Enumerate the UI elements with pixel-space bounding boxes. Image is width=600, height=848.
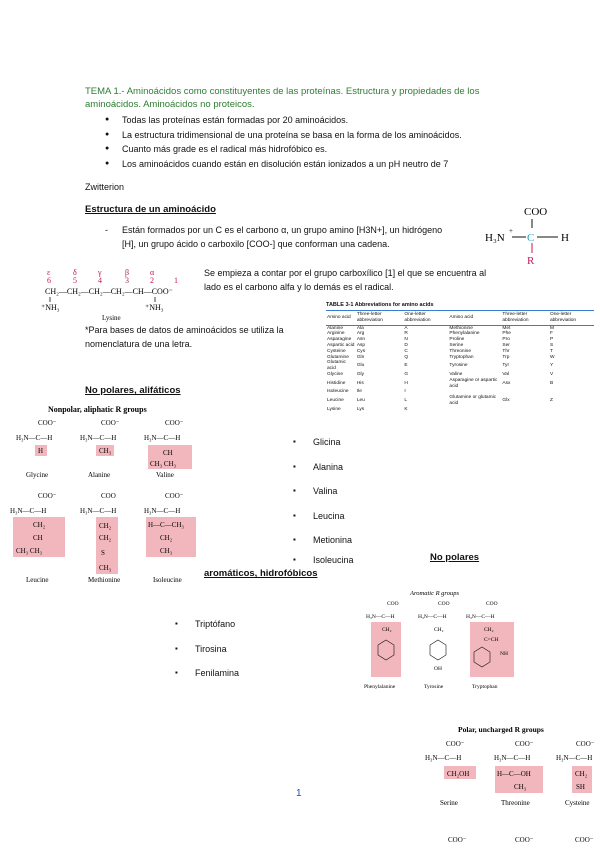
- table-cell: Serine: [449, 342, 464, 348]
- bullet-item: ● Cuanto más grade es el radical más hidrofóbico es.: [105, 142, 462, 157]
- amino-acid-name: Alanine: [88, 471, 111, 479]
- svg-text:COO⁻: COO⁻: [515, 740, 534, 748]
- svg-text:CH₂: CH₂: [484, 627, 494, 633]
- table-cell: K: [404, 406, 408, 412]
- table-cell: Tryptophan: [449, 354, 474, 360]
- position-number: 1: [174, 276, 178, 285]
- svg-text:H₃N—C—H: H₃N—C—H: [144, 507, 181, 515]
- header-cell: One-letter abbreviation: [549, 311, 594, 326]
- zwitterion-label: Zwitterion: [85, 182, 125, 192]
- table-cell: Y: [549, 363, 554, 369]
- svg-text:H₃N—C—H: H₃N—C—H: [466, 614, 495, 620]
- table-cell: A: [404, 325, 408, 331]
- svg-text:OH: OH: [434, 666, 442, 672]
- aromatic-heading: aromáticos, hidrofóbicos: [204, 568, 318, 579]
- amino-acid-name: Cysteine: [565, 799, 590, 807]
- table-cell: D: [404, 342, 408, 348]
- list-item: ▪ Triptófano: [175, 612, 239, 637]
- table-cell: Valine: [449, 371, 463, 377]
- table-cell: Asn: [356, 337, 366, 343]
- amino-acid-name: Threonine: [501, 799, 530, 807]
- table-cell: P: [549, 337, 554, 343]
- bullet-item: ● Todas las proteínas están formadas por 20 aminoácidos.: [105, 113, 462, 128]
- amino-acid-name: Glycine: [26, 471, 49, 479]
- table-cell: Alanine: [327, 325, 344, 331]
- header-cell: Amino acid: [448, 311, 501, 326]
- amino-acid-name: Serine: [440, 799, 458, 807]
- svg-text:COO: COO: [101, 492, 116, 500]
- position-number: 6: [47, 276, 51, 285]
- table-row: [326, 407, 594, 413]
- svg-text:CH₂: CH₂: [434, 627, 444, 633]
- table-cell: Arginine: [327, 331, 345, 337]
- table-cell: Lys: [356, 406, 365, 412]
- svg-text:COO⁻: COO⁻: [38, 492, 57, 500]
- table-cell: Glx: [502, 398, 510, 404]
- table-cell: Methionine: [449, 325, 473, 331]
- greek-number: ε: [47, 268, 51, 277]
- svg-text:H₃N—C—H: H₃N—C—H: [425, 754, 462, 762]
- position-number: 5: [73, 276, 77, 285]
- figure-header: Nonpolar, aliphatic R groups: [48, 405, 147, 414]
- table-cell: Q: [404, 354, 409, 360]
- list-item: ▪ Tirosina: [175, 637, 239, 662]
- list-item: ▪ Isoleucina: [293, 553, 354, 567]
- table-cell: B: [549, 380, 554, 386]
- lysine-chain: CH₂—CH₂—CH₂—CH₂—CH—COO⁻: [45, 287, 173, 296]
- dash-marker: -: [105, 225, 108, 235]
- table-cell: Phe: [502, 331, 511, 337]
- cropped-figure-fragment: [440, 832, 600, 848]
- greek-number: δ: [73, 268, 77, 277]
- table-cell: I: [404, 389, 406, 395]
- list-item: ▪ Valina: [293, 479, 354, 504]
- table-cell: Ala: [356, 325, 364, 331]
- svg-text:S: S: [101, 549, 105, 557]
- table-cell: V: [549, 371, 554, 377]
- svg-text:COO: COO: [486, 601, 498, 607]
- page-number: 1: [296, 788, 302, 799]
- database-note: *Para bases de datos de aminoácidos se utiliza la nomenclatura de una letra.: [85, 325, 284, 349]
- svg-text:COO⁻: COO⁻: [446, 740, 465, 748]
- svg-text:NH: NH: [500, 651, 508, 657]
- svg-text:COO⁻: COO⁻: [165, 419, 184, 427]
- svg-text:H₃N—C—H: H₃N—C—H: [494, 754, 531, 762]
- topic-title: TEMA 1.- Aminoácidos como constituyentes de las proteínas. Estructura y propiedades de los aminoácidos. Aminoácidos no proteicos.: [85, 86, 480, 110]
- table-cell: Z: [549, 398, 553, 404]
- table-cell: W: [549, 354, 555, 360]
- svg-text:COO⁻: COO⁻: [165, 492, 184, 500]
- aromatic-list: [175, 612, 239, 686]
- svg-text:CH₂: CH₂: [99, 522, 112, 530]
- svg-text:H₃N—C—H: H₃N—C—H: [16, 434, 53, 442]
- bullet-item: ● Los aminoácidos cuando están en disolución están ionizados a un pH neutro de 7: [105, 157, 462, 172]
- table-cell: Trp: [502, 354, 510, 360]
- svg-text:C=CH: C=CH: [484, 637, 499, 643]
- svg-text:CH₃ CH₃: CH₃ CH₃: [150, 460, 177, 468]
- lysine-label: Lysine: [102, 314, 121, 322]
- table-cell: Leucine: [327, 398, 344, 404]
- table-cell: [448, 407, 501, 413]
- amino-acid-name: Methionine: [88, 576, 121, 584]
- structure-description: [105, 223, 445, 251]
- svg-text:CH₃: CH₃: [99, 447, 112, 455]
- svg-text:H₃N—C—H: H₃N—C—H: [10, 507, 47, 515]
- table-cell: Cysteine: [327, 348, 346, 354]
- amino-acid-name: Isoleucine: [153, 576, 182, 584]
- svg-text:COO⁻: COO⁻: [448, 836, 467, 844]
- table-cell: R: [404, 331, 408, 337]
- list-item: ▪ Alanina: [293, 455, 354, 480]
- greek-number: γ: [98, 268, 102, 277]
- generic-amino-acid-figure: [482, 200, 592, 270]
- table-cell: Gln: [356, 354, 365, 360]
- table-cell: [501, 407, 549, 413]
- table-cell: Asp: [356, 342, 366, 348]
- counting-text: Se empieza a contar por el grupo carboxílico [1] el que se encuentra al lado es el carbono alfa y lo demás es el radical.: [204, 268, 487, 292]
- table-cell: N: [404, 337, 408, 343]
- structure-heading: Estructura de un aminoácido: [85, 204, 216, 215]
- table-cell: F: [549, 331, 553, 337]
- table-cell: Cys: [356, 348, 366, 354]
- greek-number: β: [125, 268, 130, 277]
- table-cell: S: [549, 342, 554, 348]
- table-cell: Histidine: [327, 380, 346, 386]
- figure-header: Aromatic R groups: [410, 590, 459, 597]
- table-cell: C: [404, 348, 408, 354]
- table-cell: Glutamine: [327, 354, 349, 360]
- svg-text:CH₃ CH₃: CH₃ CH₃: [16, 547, 43, 555]
- amino-acid-name: Tryptophan: [472, 684, 498, 690]
- svg-text:+: +: [509, 227, 513, 235]
- table-cell: Ser: [502, 342, 510, 348]
- table-cell: Isoleucine: [327, 389, 349, 395]
- svg-text:H—C—OH: H—C—OH: [497, 770, 531, 778]
- radical-label: R: [527, 255, 535, 267]
- position-number: 2: [150, 276, 154, 285]
- svg-text:CH₃: CH₃: [160, 547, 173, 555]
- table-cell: Arg: [356, 331, 365, 337]
- intro-bullet-list: [105, 113, 462, 171]
- polar-uncharged-figure: [420, 722, 600, 812]
- table-cell: His: [356, 380, 364, 386]
- svg-text:COO⁻: COO⁻: [515, 836, 534, 844]
- nonpolar-heading: No polares, alifáticos: [85, 385, 181, 396]
- header-cell: Amino acid: [326, 311, 356, 326]
- header-cell: Three-letter abbreviation: [501, 311, 549, 326]
- carboxyl-label: COO: [524, 206, 548, 218]
- table-cell: Asparagine: [327, 337, 352, 343]
- table-cell: Proline: [449, 337, 465, 343]
- table-cell: M: [549, 325, 554, 331]
- hydrogen-label: H: [561, 232, 569, 244]
- table-cell: T: [549, 348, 553, 354]
- table-header-row: [326, 311, 594, 326]
- table-cell: Gly: [356, 371, 365, 377]
- table-cell: L: [404, 398, 408, 404]
- table-cell: Glu: [356, 363, 365, 369]
- alpha-carbon-label: C: [527, 232, 535, 244]
- table-cell: Val: [502, 371, 509, 377]
- table-cell: Pro: [502, 337, 510, 343]
- table-cell: Asx: [502, 380, 511, 386]
- table-cell: Aspartic acid: [327, 342, 355, 348]
- svg-text:CH₂: CH₂: [33, 521, 46, 529]
- svg-text:H₃N—C—H: H₃N—C—H: [556, 754, 593, 762]
- position-number: 3: [125, 276, 129, 285]
- header-cell: Three-letter abbreviation: [356, 311, 404, 326]
- list-item: ▪ Glicina: [293, 430, 354, 455]
- table-cell: Met: [502, 325, 511, 331]
- amino-label: H₃N: [485, 232, 505, 244]
- figure-header: Polar, uncharged R groups: [458, 725, 544, 734]
- svg-text:CH₂: CH₂: [99, 534, 112, 542]
- svg-text:CH₂OH: CH₂OH: [447, 770, 470, 778]
- list-item: ▪ Metionina: [293, 528, 354, 553]
- bullet-item: ● La estructura tridimensional de una proteína se basa en la forma de los aminoácidos.: [105, 128, 462, 143]
- table-cell: Ile: [356, 389, 362, 395]
- table-cell: Phenylalanine: [449, 331, 480, 337]
- svg-text:CH: CH: [163, 449, 173, 457]
- table-cell: Threonine: [449, 348, 472, 354]
- table-cell: E: [404, 363, 408, 369]
- list-item: ▪ Leucina: [293, 504, 354, 529]
- svg-text:CH₃: CH₃: [514, 783, 527, 791]
- lysine-figure: [40, 266, 205, 322]
- position-number: 4: [98, 276, 102, 285]
- svg-text:H₃N—C—H: H₃N—C—H: [80, 507, 117, 515]
- svg-text:CH: CH: [33, 534, 43, 542]
- svg-text:H: H: [38, 447, 44, 455]
- svg-text:H₃N—C—H: H₃N—C—H: [418, 614, 447, 620]
- svg-text:COO⁻: COO⁻: [38, 419, 57, 427]
- table-row: [326, 378, 594, 390]
- svg-text:H₃N—C—H: H₃N—C—H: [80, 434, 117, 442]
- svg-text:COO: COO: [438, 601, 450, 607]
- table-row: [326, 360, 594, 372]
- svg-text:COO⁻: COO⁻: [575, 836, 594, 844]
- lysine-amino-side: ⁺NH₃: [41, 303, 60, 312]
- nopolares-heading: No polares: [430, 552, 480, 563]
- table-cell: Tyrosine: [449, 363, 468, 369]
- svg-text:COO⁻: COO⁻: [576, 740, 595, 748]
- svg-text:CH₃: CH₃: [99, 564, 112, 572]
- table-row: [326, 395, 594, 407]
- table-cell: Lysine: [327, 406, 341, 412]
- amino-acid-name: Valine: [156, 471, 174, 479]
- svg-text:COO⁻: COO⁻: [101, 419, 120, 427]
- table-caption: TABLE 3-1 Abbreviations for amino acids: [326, 302, 434, 308]
- amino-acid-name: Tyrosine: [424, 684, 444, 690]
- svg-text:CH₂: CH₂: [575, 770, 588, 778]
- table-cell: Thr: [502, 348, 510, 354]
- structure-text: Están formados por un C es el carbono α, un grupo amino [H3N+], un hidrógeno [H], un grupo ácido o carboxilo [COO-] que conforman una cadena.: [122, 225, 443, 249]
- table-cell: Glycine: [327, 371, 343, 377]
- table-cell: Glutamic acid: [327, 360, 346, 372]
- table-cell: [549, 407, 594, 413]
- svg-text:COO: COO: [387, 601, 399, 607]
- table-cell: Asparagine or aspartic acid: [449, 377, 498, 389]
- svg-text:CH₂: CH₂: [382, 627, 392, 633]
- list-item: ▪ Fenilamina: [175, 661, 239, 686]
- svg-text:CH₂: CH₂: [160, 534, 173, 542]
- nonpolar-list: [293, 430, 354, 567]
- aromatic-figure: [362, 585, 522, 693]
- svg-text:SH: SH: [576, 783, 585, 791]
- table-cell: Glutamine or glutamic acid: [449, 395, 497, 406]
- greek-number: α: [150, 268, 155, 277]
- svg-text:H₃N—C—H: H₃N—C—H: [366, 614, 395, 620]
- header-cell: One-letter abbreviation: [403, 311, 448, 326]
- amino-acid-name: Leucine: [26, 576, 49, 584]
- nonpolar-aliphatic-figure: [8, 400, 208, 585]
- table-cell: Leu: [356, 398, 365, 404]
- svg-text:H₃N—C—H: H₃N—C—H: [144, 434, 181, 442]
- amino-acid-name: Phenylalanine: [364, 684, 396, 690]
- lysine-amino-alpha: ⁺NH₃: [145, 303, 164, 312]
- svg-text:H—C—CH₃: H—C—CH₃: [148, 521, 184, 529]
- table-cell: H: [404, 380, 408, 386]
- table-cell: G: [404, 371, 409, 377]
- abbreviation-table: [326, 302, 594, 413]
- table-cell: Tyr: [502, 363, 510, 369]
